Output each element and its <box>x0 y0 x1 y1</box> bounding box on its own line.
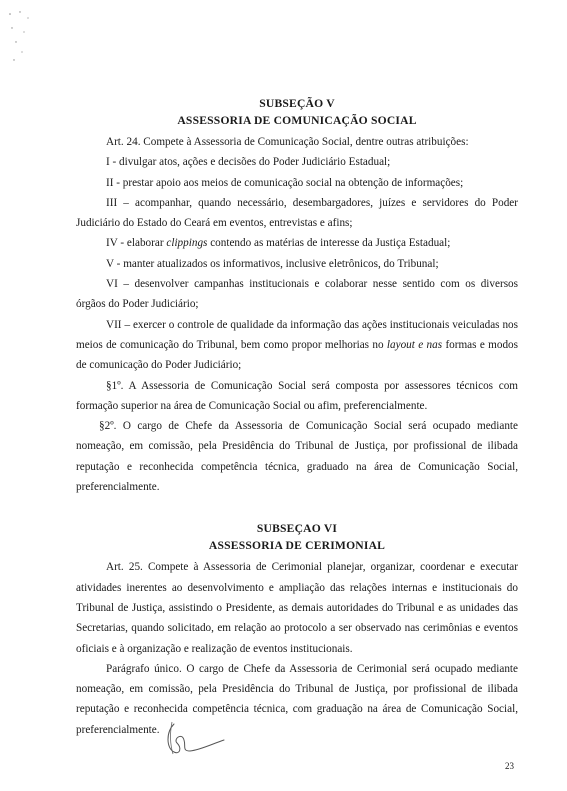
item-iv-text-end: contendo as matérias de interesse da Justiça Estadual; <box>207 237 451 250</box>
subsection-vi-heading: SUBSEÇAO VI <box>256 522 338 536</box>
item-vii <box>76 315 518 376</box>
item-vii-text-start: VII – exercer o controle de qualidade da informação das ações institucionais veiculadas nos meios de comunicação do Tribunal, bem como propor melhorias no <box>76 318 518 351</box>
item-v: V - manter atualizados os informativos, inclusive eletrônicos, do Tribunal; <box>106 257 439 270</box>
scan-corner-marks <box>6 8 36 68</box>
item-iii: III – acompanhar, quando necessário, desembargadores, juízes e servidores do Poder Judiciário do Estado do Ceará em eventos, entrevistas e afins; <box>76 196 518 230</box>
communication-office-title: ASSESSORIA DE COMUNICAÇÃO SOCIAL <box>177 114 417 127</box>
ceremonial-office-title: ASSESSORIA DE CERIMONIAL <box>208 539 386 553</box>
article-25: Art. 25. Compete à Assessoria de Cerimonial planejar, organizar, coordenar e executar atividades inerentes ao desenvolvimento e ampliação das relações internas e institucionais do Tribunal de Justiça, assistindo o Presidente, as demais autoridades do Tribunal e as unidades das Secretarias, quando solicitado, em relação ao protocolo a ser observado nas cerimônias e eventos oficiais e à organização e realização de eventos institucionais. <box>76 561 518 655</box>
subsection-v-heading: SUBSEÇÃO V <box>259 97 335 110</box>
paragraph-1: §1º. A Assessoria de Comunicação Social será composta por assessores técnicos com formação superior na área de Comunicação Social ou afim, preferencialmente. <box>76 379 518 412</box>
item-iv <box>76 233 518 253</box>
item-vii-text-end: formas e modos de comunicação do Poder Judiciário; <box>76 338 518 372</box>
sole-paragraph: Parágrafo único. O cargo de Chefe da Assessoria de Cerimonial será ocupado mediante nomeação, em comissão, pela Presidência do Tribunal de Justiça, por profissional de ilibada reputação e reconhecida competência técnica, com graduação na área de Comunicação Social, preferencialmente. <box>76 662 518 736</box>
paragraph-2: §2º. O cargo de Chefe da Assessoria de Comunicação Social será ocupado mediante nomeação, em comissão, pela Presidência do Tribunal de Justiça, por profissional de ilibada reputação e reconhecida competência técnica, graduado na área de Comunicação Social, preferencialmente. <box>76 420 518 494</box>
item-vii-italic: layout e nas <box>386 338 443 351</box>
document-body <box>76 96 518 740</box>
handwritten-initials <box>160 718 230 758</box>
item-vi: VI – desenvolver campanhas institucionais e colaborar nesse sentido com os diversos órgãos do Poder Judiciário; <box>76 278 518 311</box>
item-i: I - divulgar atos, ações e decisões do Poder Judiciário Estadual; <box>106 156 391 169</box>
page-number: 23 <box>505 761 514 771</box>
article-24: Art. 24. Compete à Assessoria de Comunicação Social, dentre outras atribuições: <box>106 136 469 148</box>
item-iv-italic: clippings <box>166 237 208 250</box>
item-ii: II - prestar apoio aos meios de comunicação social na obtenção de informações; <box>106 176 464 189</box>
item-iv-text-start: IV - elaborar <box>106 237 167 250</box>
